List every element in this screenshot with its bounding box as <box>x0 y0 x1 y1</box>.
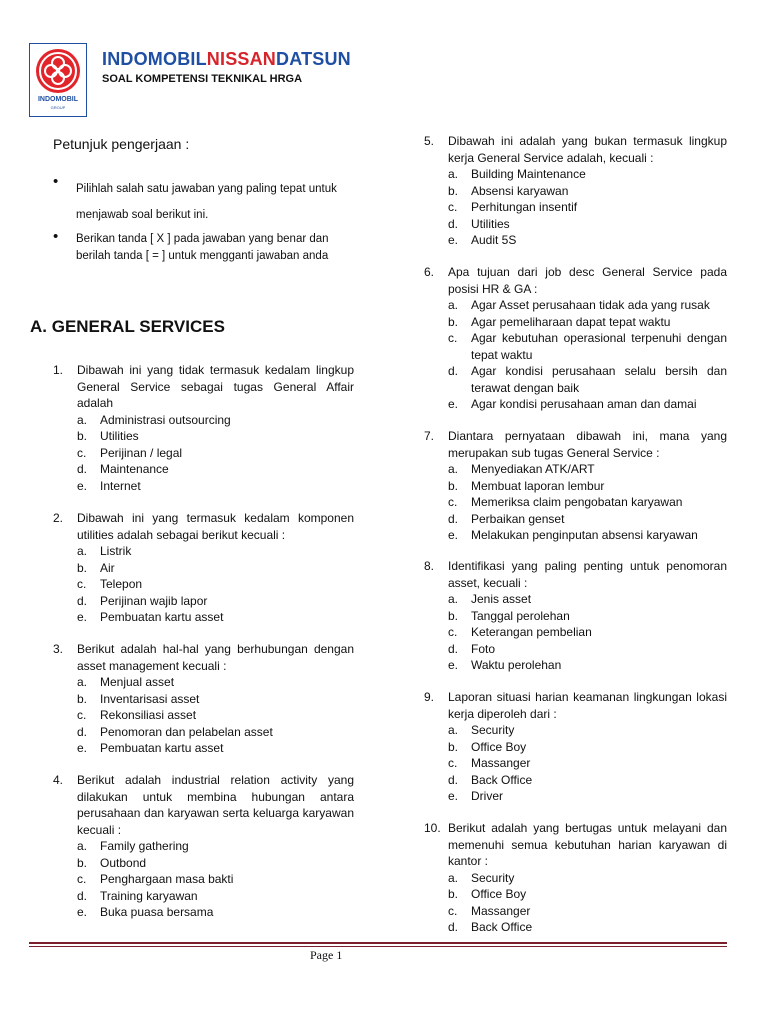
option-text: Back Office <box>471 772 533 787</box>
answer-option[interactable] <box>448 461 727 478</box>
answer-option[interactable] <box>448 722 727 739</box>
option-letter: e. <box>448 397 459 411</box>
answer-option[interactable] <box>448 886 727 903</box>
option-text: Inventarisasi asset <box>100 691 200 706</box>
option-letter: c. <box>448 331 458 345</box>
brand-indomobil: INDOMOBIL <box>102 49 207 69</box>
question-text: Dibawah ini yang tidak termasuk kedalam lingkup General Service sebagai tugas General Affair adalah <box>77 363 354 410</box>
question-text: Apa tujuan dari job desc General Service pada posisi HR & GA : <box>448 265 727 296</box>
option-text: Buka puasa bersama <box>100 905 214 919</box>
answer-option[interactable] <box>448 903 727 920</box>
answer-option[interactable] <box>448 396 727 413</box>
question-text: Identifikasi yang paling penting untuk penomoran asset, kecuali : <box>448 559 727 590</box>
option-text: Office Boy <box>471 887 527 901</box>
option-text: Family gathering <box>100 839 189 853</box>
footer-rule <box>29 942 727 944</box>
answer-option[interactable] <box>448 591 727 608</box>
option-letter: e. <box>448 528 459 542</box>
option-letter: b. <box>448 314 459 329</box>
option-letter: c. <box>77 708 87 722</box>
question-text: Berikut adalah industrial relation activity yang dilakukan untuk membina hubungan antara perusahaan dan karyawan serta keluarga karyawan kecuali : <box>77 773 354 837</box>
answer-option[interactable] <box>448 314 727 331</box>
answer-option[interactable] <box>448 199 727 216</box>
option-text: Audit 5S <box>471 233 517 247</box>
answer-option[interactable] <box>448 216 727 233</box>
option-letter: a. <box>448 723 459 737</box>
option-text: Menyediakan ATK/ART <box>471 462 595 476</box>
option-letter: b. <box>448 478 459 493</box>
instruction-item: Berikan tanda [ X ] pada jawaban yang benar dan berilah tanda [ = ] untuk mengganti jawaban anda <box>76 233 329 262</box>
footer-rule-thin <box>29 946 727 947</box>
question-number: 3. <box>53 642 64 656</box>
option-text: Office Boy <box>471 739 527 754</box>
option-text: Waktu perolehan <box>471 658 562 672</box>
answer-option[interactable] <box>77 478 354 495</box>
question-4 <box>53 772 354 921</box>
instruction-item: Pilihlah salah satu jawaban yang paling tepat untuk menjawab soal berikut ini. <box>76 183 337 221</box>
answer-option[interactable] <box>448 478 727 495</box>
logo-petal <box>51 71 65 85</box>
option-letter: e. <box>77 905 88 919</box>
bullet-icon: • <box>53 173 59 190</box>
document-title: SOAL KOMPETENSI TEKNIKAL HRGA <box>102 73 303 85</box>
option-text: Foto <box>471 641 496 656</box>
answer-option[interactable] <box>77 543 354 560</box>
option-letter: e. <box>448 658 459 672</box>
option-letter: a. <box>448 592 459 606</box>
answer-option[interactable] <box>448 297 727 314</box>
option-letter: a. <box>77 675 88 689</box>
option-text: Perhitungan insentif <box>471 200 578 214</box>
option-letter: c. <box>77 872 87 886</box>
question-number: 4. <box>53 773 64 787</box>
answer-option[interactable] <box>448 919 727 936</box>
option-letter: c. <box>448 625 458 639</box>
question-number: 8. <box>424 559 435 573</box>
answer-option[interactable] <box>77 855 354 872</box>
logo-subtext: GROUP <box>50 105 66 110</box>
answer-option[interactable] <box>448 772 727 789</box>
answer-option[interactable] <box>77 593 354 610</box>
option-text: Membuat laporan lembur <box>471 478 605 493</box>
bullet-icon: • <box>53 228 59 245</box>
logo-wordmark: INDOMOBIL <box>37 96 79 103</box>
option-letter: a. <box>448 870 459 885</box>
option-text: Training karyawan <box>100 888 198 903</box>
question-text: Dibawah ini adalah yang bukan termasuk lingkup kerja General Service adalah, kecuali : <box>448 134 727 165</box>
option-text: Penghargaan masa bakti <box>100 872 234 886</box>
question-number: 2. <box>53 511 64 525</box>
question-text: Diantara pernyataan dibawah ini, mana yang merupakan sub tugas General Service : <box>448 429 727 460</box>
answer-option[interactable] <box>448 624 727 641</box>
option-letter: a. <box>448 298 459 312</box>
answer-option[interactable] <box>448 166 727 183</box>
option-letter: c. <box>77 577 87 591</box>
option-letter: b. <box>448 183 459 198</box>
answer-option[interactable] <box>77 461 354 478</box>
question-text: Berikut adalah yang bertugas untuk melayani dan memenuhi semua kebutuhan harian karyawan di kantor : <box>448 821 727 868</box>
option-letter: d. <box>448 364 459 378</box>
answer-option[interactable] <box>77 609 354 626</box>
question-6 <box>424 264 727 413</box>
option-text: Perijinan / legal <box>100 445 183 460</box>
answer-option[interactable] <box>77 888 354 905</box>
question-text: Laporan situasi harian keamanan lingkungan lokasi kerja diperoleh dari : <box>448 690 727 721</box>
option-letter: b. <box>77 691 88 706</box>
option-letter: a. <box>448 462 459 476</box>
option-text: Utilities <box>100 429 139 443</box>
option-text: Memeriksa claim pengobatan karyawan <box>471 495 683 509</box>
question-9 <box>424 689 727 805</box>
answer-option[interactable] <box>77 724 354 741</box>
brand-nissan: NISSAN <box>206 49 277 69</box>
answer-option[interactable] <box>448 755 727 772</box>
answer-option[interactable] <box>448 527 727 544</box>
brand-datsun: DATSUN <box>276 49 351 69</box>
answer-option[interactable] <box>77 576 354 593</box>
option-letter: d. <box>77 462 88 476</box>
option-text: Agar kondisi perusahaan selalu bersih dan terawat dengan baik <box>471 364 727 395</box>
option-text: Utilities <box>471 216 510 231</box>
question-1 <box>53 362 354 494</box>
question-text: Berikut adalah hal-hal yang berhubungan dengan asset management kecuali : <box>77 642 354 673</box>
question-number: 7. <box>424 429 435 443</box>
option-text: Agar Asset perusahaan tidak ada yang rusak <box>471 298 710 312</box>
question-10 <box>424 820 727 936</box>
answer-option[interactable] <box>77 904 354 921</box>
option-text: Maintenance <box>100 462 169 476</box>
option-letter: b. <box>448 739 459 754</box>
page-number: Page 1 <box>310 948 343 962</box>
option-letter: c. <box>448 200 458 214</box>
answer-option[interactable] <box>448 657 727 674</box>
option-text: Jenis asset <box>471 592 532 606</box>
answer-option[interactable] <box>77 428 354 445</box>
option-letter: e. <box>448 789 459 803</box>
option-text: Penomoran dan pelabelan asset <box>100 724 273 739</box>
answer-option[interactable] <box>448 494 727 511</box>
option-text: Agar pemeliharaan dapat tepat waktu <box>471 314 671 329</box>
question-8 <box>424 558 727 674</box>
option-letter: d. <box>448 511 459 526</box>
option-text: Agar kondisi perusahaan aman dan damai <box>471 397 697 411</box>
answer-option[interactable] <box>77 412 354 429</box>
option-letter: d. <box>448 216 459 231</box>
option-text: Massanger <box>471 903 531 918</box>
option-text: Air <box>100 560 115 575</box>
option-letter: b. <box>77 560 88 575</box>
answer-option[interactable] <box>448 608 727 625</box>
option-letter: b. <box>77 855 88 870</box>
option-letter: c. <box>448 903 458 918</box>
option-letter: e. <box>448 233 459 247</box>
option-text: Agar kebutuhan operasional terpenuhi dengan tepat waktu <box>471 331 727 362</box>
option-text: Melakukan penginputan absensi karyawan <box>471 528 698 542</box>
option-text: Back Office <box>471 920 533 934</box>
answer-option[interactable] <box>77 691 354 708</box>
question-number: 9. <box>424 690 435 704</box>
option-letter: b. <box>448 887 459 901</box>
option-text: Rekonsiliasi asset <box>100 708 197 722</box>
option-letter: c. <box>448 756 458 770</box>
option-letter: c. <box>77 445 87 460</box>
question-7 <box>424 428 727 544</box>
option-letter: d. <box>77 593 88 608</box>
option-text: Building Maintenance <box>471 167 586 181</box>
option-letter: a. <box>77 412 88 427</box>
question-3 <box>53 641 354 757</box>
option-text: Security <box>471 870 515 885</box>
instructions-heading: Petunjuk pengerjaan : <box>53 136 190 152</box>
option-text: Security <box>471 723 515 737</box>
option-letter: d. <box>448 641 459 656</box>
question-number: 10. <box>424 821 441 835</box>
option-text: Absensi karyawan <box>471 183 569 198</box>
option-letter: e. <box>77 478 88 493</box>
brand-banner <box>102 49 351 70</box>
question-number: 5. <box>424 134 435 148</box>
answer-option[interactable] <box>77 740 354 757</box>
option-letter: d. <box>77 888 88 903</box>
indomobil-group-logo <box>29 43 87 117</box>
question-5 <box>424 133 727 249</box>
option-letter: b. <box>448 608 459 623</box>
answer-option[interactable] <box>77 674 354 691</box>
question-2 <box>53 510 354 626</box>
answer-option[interactable] <box>448 330 727 363</box>
option-text: Administrasi outsourcing <box>100 412 231 427</box>
answer-option[interactable] <box>448 363 727 396</box>
answer-option[interactable] <box>448 232 727 249</box>
option-letter: b. <box>77 429 88 443</box>
option-text: Massanger <box>471 756 531 770</box>
option-text: Perbaikan genset <box>471 511 565 526</box>
section-title: A. GENERAL SERVICES <box>30 317 225 336</box>
answer-option[interactable] <box>448 870 727 887</box>
option-text: Keterangan pembelian <box>471 625 592 639</box>
option-text: Internet <box>100 478 141 493</box>
answer-option[interactable] <box>77 445 354 462</box>
answer-option[interactable] <box>77 560 354 577</box>
option-text: Pembuatan kartu asset <box>100 741 224 755</box>
question-number: 6. <box>424 265 435 279</box>
question-text: Dibawah ini yang termasuk kedalam komponen utilities adalah sebagai berikut kecuali : <box>77 511 354 542</box>
option-letter: a. <box>448 167 459 181</box>
option-text: Tanggal perolehan <box>471 608 570 623</box>
option-text: Menjual asset <box>100 675 175 689</box>
answer-option[interactable] <box>77 838 354 855</box>
option-letter: e. <box>77 610 88 624</box>
option-text: Perijinan wajib lapor <box>100 593 208 608</box>
option-letter: a. <box>77 839 88 853</box>
option-text: Listrik <box>100 544 132 558</box>
answer-option[interactable] <box>448 641 727 658</box>
option-text: Pembuatan kartu asset <box>100 610 224 624</box>
answer-option[interactable] <box>448 739 727 756</box>
answer-option[interactable] <box>448 511 727 528</box>
answer-option[interactable] <box>77 871 354 888</box>
option-letter: a. <box>77 544 88 558</box>
option-text: Telepon <box>100 577 143 591</box>
option-letter: c. <box>448 495 458 509</box>
option-text: Outbond <box>100 855 147 870</box>
option-letter: e. <box>77 741 88 755</box>
question-number: 1. <box>53 363 64 377</box>
option-text: Driver <box>471 789 503 803</box>
option-letter: d. <box>77 724 88 739</box>
answer-option[interactable] <box>448 183 727 200</box>
answer-option[interactable] <box>448 788 727 805</box>
option-letter: d. <box>448 772 459 787</box>
answer-option[interactable] <box>77 707 354 724</box>
option-letter: d. <box>448 920 459 934</box>
